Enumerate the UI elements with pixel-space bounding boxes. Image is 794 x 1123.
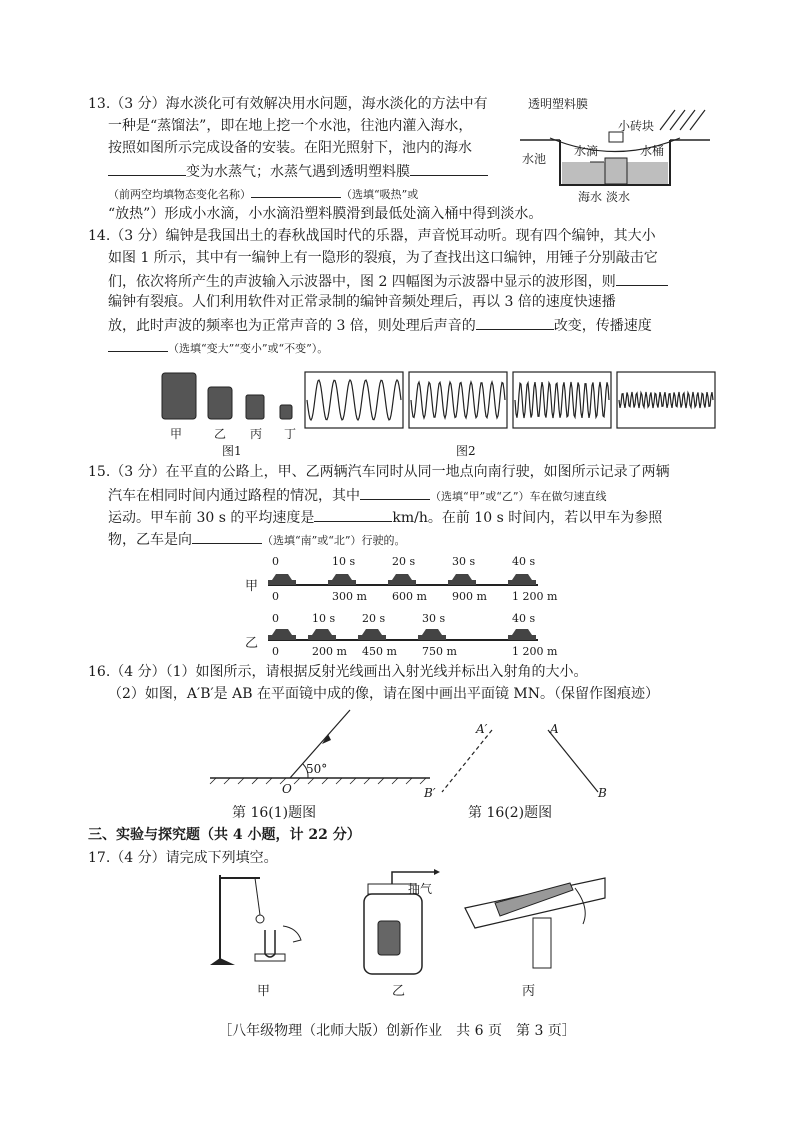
car-a-time-label: 40 s xyxy=(512,555,536,568)
fig1-caption: 图1 xyxy=(222,444,242,458)
car-b-time-label: 20 s xyxy=(362,612,386,625)
q17-label-a: 甲 xyxy=(257,984,271,999)
label-drop: 水滴 xyxy=(574,144,599,158)
car-icon xyxy=(358,629,386,640)
car-b-distance-label: 1 200 m xyxy=(512,645,558,658)
car-icon xyxy=(418,629,446,640)
answer-blank[interactable] xyxy=(108,337,168,352)
label-bucket: 水桶 xyxy=(640,144,665,158)
angle-label: 50° xyxy=(306,762,328,776)
car-icon xyxy=(328,574,356,585)
bell-label: 乙 xyxy=(214,427,227,441)
ruler-figure xyxy=(455,868,615,976)
car-a-label: 甲 xyxy=(245,579,259,594)
car-a-distance-label: 300 m xyxy=(332,590,367,603)
bell-label: 丙 xyxy=(250,427,263,441)
answer-blank[interactable] xyxy=(108,161,186,176)
point-b-prime: B′ xyxy=(424,786,436,800)
car-b-distance-label: 200 m xyxy=(312,645,347,658)
section-heading: 三、实验与探究题（共 4 小题，计 22 分） xyxy=(88,827,361,843)
car-icon xyxy=(268,574,296,585)
q17-label-c: 丙 xyxy=(522,984,536,999)
car-a-distance-label: 0 xyxy=(272,590,279,603)
q14-line6: （选填“变大”“变小”或“不变”）。 xyxy=(108,337,328,358)
q14-line1: 14.（3 分）编钟是我国出土的春秋战国时代的乐器，声音悦耳动听。现有四个编钟，其大小 xyxy=(88,228,656,244)
q14-line4: 编钟有裂痕。人们利用软件对正常录制的编钟音频处理后，再以 3 倍的速度快速播 xyxy=(108,294,616,310)
car-b-distance-label: 750 m xyxy=(422,645,457,658)
car-b-time-label: 10 s xyxy=(312,612,336,625)
fig-16-2-caption: 第 16(2)题图 xyxy=(468,805,553,821)
q16-mirror-figure xyxy=(420,720,620,800)
car-a-distance-label: 1 200 m xyxy=(512,590,558,603)
car-b-time-label: 0 xyxy=(272,612,279,625)
q15-line1: 15.（3 分）在平直的公路上，甲、乙两辆汽车同时从同一地点向南行驶，如图所示记录了两辆 xyxy=(88,464,670,480)
pump-label: 抽气 xyxy=(408,882,433,896)
tuning-fork-figure xyxy=(205,870,315,970)
label-sea: 海水 xyxy=(578,190,603,204)
point-a-prime: A′ xyxy=(476,722,488,736)
q13-line2: 一种是“蒸馏法”，即在地上挖一个水池，往池内灌入海水， xyxy=(108,118,473,134)
q14-bells-figure xyxy=(158,365,308,425)
q16-line1: 16.（4 分）（1）如图所示，请根据反射光线画出入射光线并标出入射角的大小。 xyxy=(88,664,588,680)
answer-blank[interactable] xyxy=(476,315,554,330)
q15-line2: 汽车在相同时间内通过路程的情况，其中 （选填“甲”或“乙”）车在做匀速直线 xyxy=(108,485,607,506)
answer-blank[interactable] xyxy=(192,529,262,544)
answer-blank[interactable] xyxy=(410,161,488,176)
q17-line1: 17.（4 分）请完成下列填空。 xyxy=(88,850,278,866)
q13-line4: 变为水蒸气；水蒸气遇到透明塑料膜 xyxy=(108,161,488,182)
car-a-time-label: 10 s xyxy=(332,555,356,568)
page-footer: ［八年级物理（北师大版）创新作业 共 6 页 第 3 页］ xyxy=(218,1023,576,1039)
car-b-time-label: 30 s xyxy=(422,612,446,625)
q14-line3: 们，依次将所产生的声波输入示波器中，图 2 四幅图为示波器中显示的波形图，则 xyxy=(108,271,668,292)
q13-line3: 按照如图所示完成设备的安装。在阳光照射下，池内的海水 xyxy=(108,140,472,156)
q14-waveform-figure xyxy=(305,372,720,430)
label-fresh: 淡水 xyxy=(606,190,631,204)
point-a: A xyxy=(550,722,559,736)
fig-16-1-caption: 第 16(1)题图 xyxy=(232,805,317,821)
q13-line5: （前两空均填物态变化名称） （选填“吸热”或 xyxy=(108,183,418,204)
car-a-distance-label: 900 m xyxy=(452,590,487,603)
label-brick: 小砖块 xyxy=(618,119,655,133)
car-a-time-label: 20 s xyxy=(392,555,416,568)
car-b-label: 乙 xyxy=(245,636,259,651)
fig2-caption: 图2 xyxy=(456,444,476,458)
car-b-distance-label: 450 m xyxy=(362,645,397,658)
q16-reflection-figure xyxy=(210,710,440,790)
answer-blank[interactable] xyxy=(314,507,392,522)
q15-line4: 物，乙车是向 （选填“南”或“北”）行驶的。 xyxy=(108,529,406,550)
q13-line6: “放热”）形成小水滴，小水滴沿塑料膜滑到最低处滴入桶中得到淡水。 xyxy=(108,206,543,222)
q13-line1: 13.（3 分）海水淡化可有效解决用水问题，海水淡化的方法中有 xyxy=(88,96,488,112)
car-icon xyxy=(508,629,536,640)
bell-label: 甲 xyxy=(170,427,183,441)
answer-blank[interactable] xyxy=(616,271,668,286)
car-icon xyxy=(388,574,416,585)
label-pool: 水池 xyxy=(522,152,547,166)
answer-blank[interactable] xyxy=(360,485,430,500)
q15-line3: 运动。甲车前 30 s 的平均速度是 km/h。在前 10 s 时间内，若以甲车为参照 xyxy=(108,507,662,528)
bell-label: 丁 xyxy=(284,427,297,441)
q16-line2: （2）如图，A′B′是 AB 在平面镜中成的像，请在图中画出平面镜 MN。（保留作图痕迹） xyxy=(108,686,659,702)
q14-line2: 如图 1 所示，其中有一编钟上有一隐形的裂痕，为了查找出这口编钟，用锤子分别敲击它 xyxy=(108,250,658,266)
car-a-time-label: 30 s xyxy=(452,555,476,568)
car-icon xyxy=(308,629,336,640)
car-icon xyxy=(508,574,536,585)
car-a-time-label: 0 xyxy=(272,555,279,568)
car-a-distance-label: 600 m xyxy=(392,590,427,603)
car-icon xyxy=(448,574,476,585)
answer-blank[interactable] xyxy=(251,183,341,198)
q14-line5: 放，此时声波的频率也为正常声音的 3 倍，则处理后声音的 改变，传播速度 xyxy=(108,315,652,336)
point-b: B xyxy=(598,786,607,800)
car-b-time-label: 40 s xyxy=(512,612,536,625)
point-o: O xyxy=(282,782,292,796)
q17-label-b: 乙 xyxy=(392,984,406,999)
label-film: 透明塑料膜 xyxy=(528,97,589,111)
car-b-distance-label: 0 xyxy=(272,645,279,658)
car-icon xyxy=(268,629,296,640)
